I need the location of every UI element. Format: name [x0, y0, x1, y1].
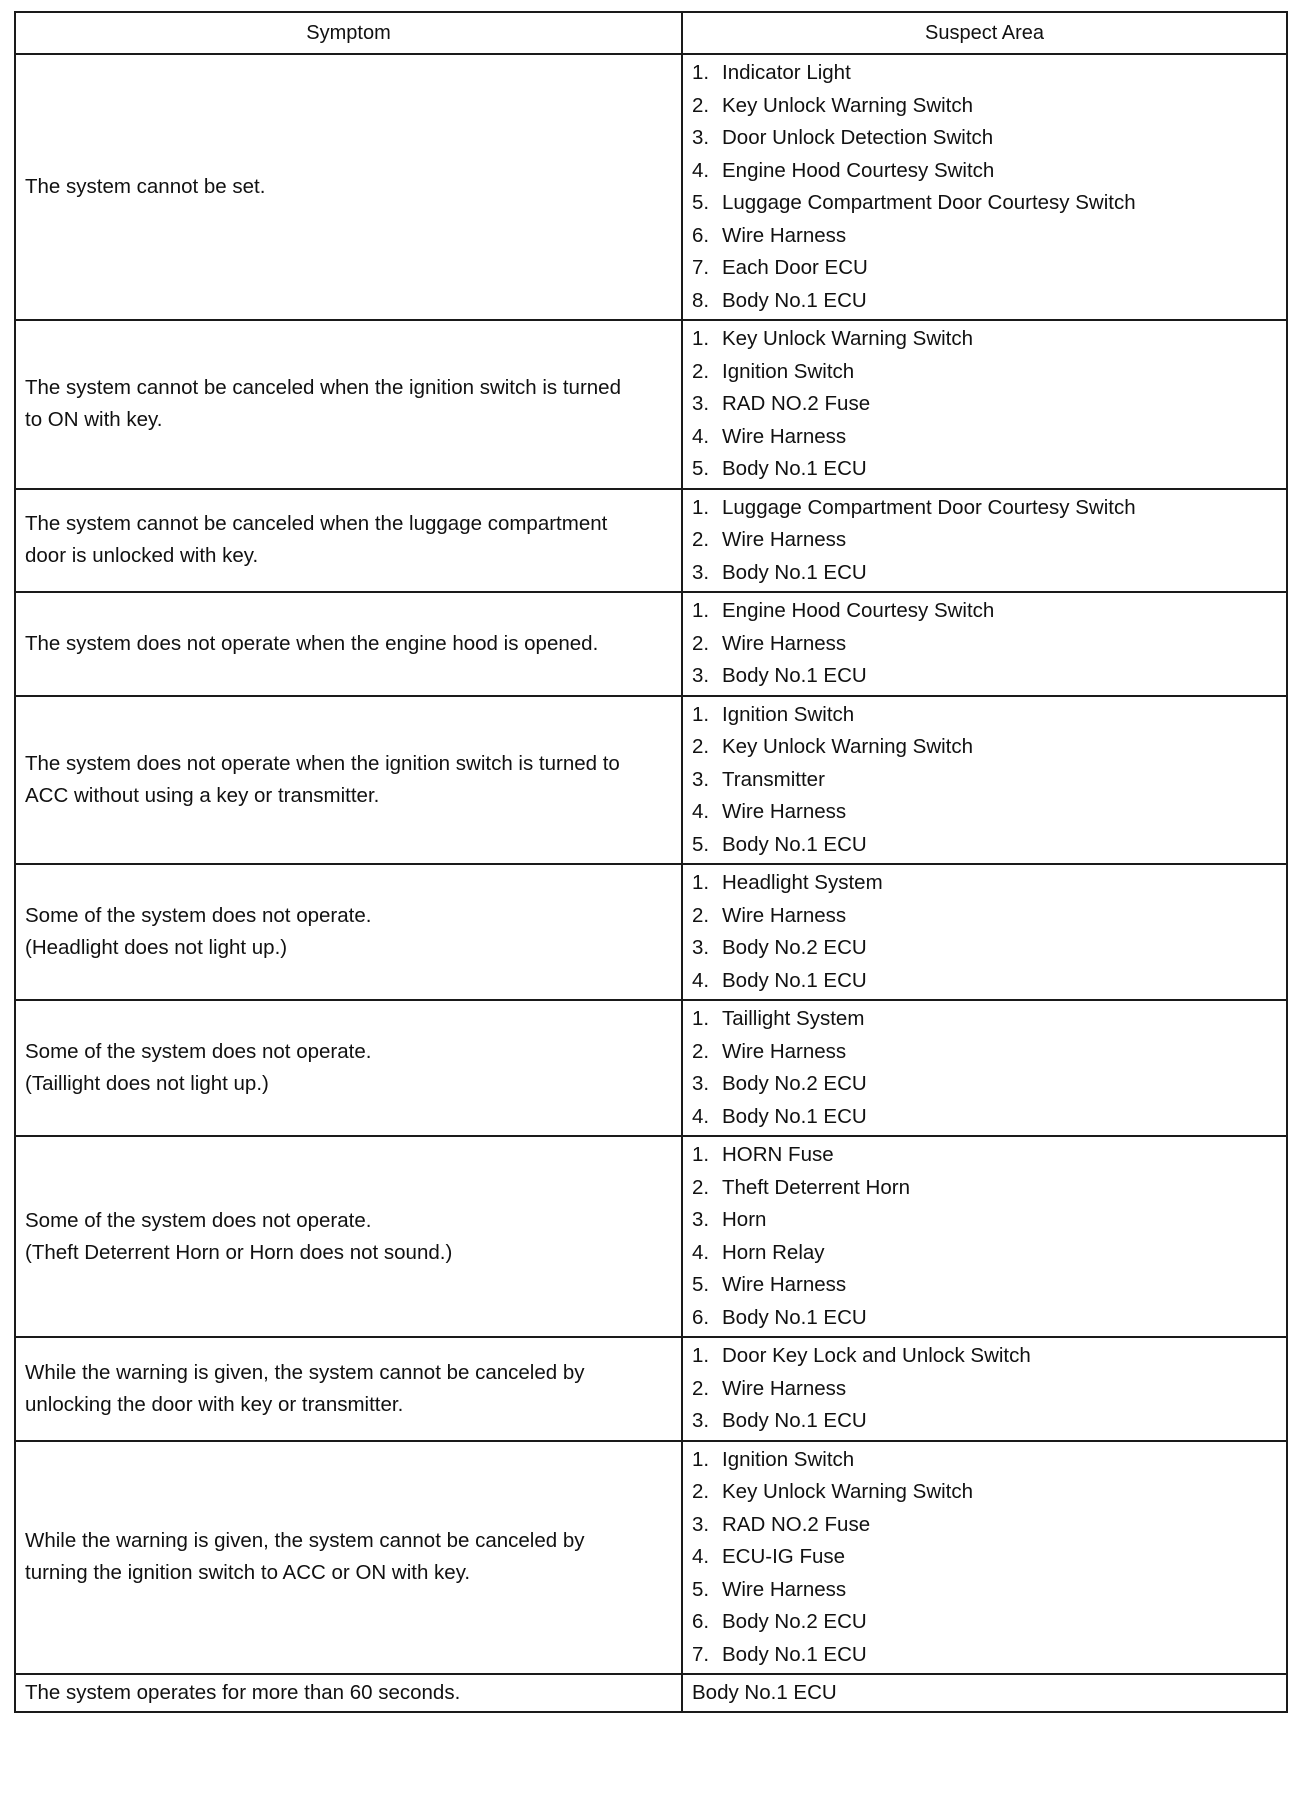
- suspect-area-item: [692, 285, 1278, 318]
- suspect-area-item: [692, 829, 1278, 862]
- suspect-area-item: [692, 1139, 1278, 1172]
- symptom-cell: [15, 1000, 682, 1136]
- item-number: 1.: [692, 495, 710, 519]
- suspect-area-cell: [682, 696, 1287, 865]
- item-number: 2.: [692, 1480, 710, 1503]
- symptom-text: (Theft Deterrent Horn or Horn does not sound.): [25, 1240, 453, 1264]
- item-label: Wire Harness: [722, 903, 847, 927]
- symptom-cell: [15, 54, 682, 320]
- item-number: 4.: [692, 158, 710, 182]
- suspect-area-cell: [682, 1441, 1287, 1675]
- item-number: 3.: [692, 392, 710, 415]
- suspect-area-item: [692, 187, 1278, 220]
- item-label: Key Unlock Warning Switch: [722, 93, 974, 117]
- suspect-area-list: [692, 595, 1278, 693]
- item-number: 2.: [692, 631, 710, 655]
- item-number: 5.: [692, 191, 710, 214]
- item-number: 2.: [692, 1039, 710, 1063]
- table-row: [15, 1337, 1287, 1441]
- symptom-cell: [15, 320, 682, 489]
- item-label: Body No.1 ECU: [722, 288, 867, 312]
- header-row: [15, 12, 1287, 54]
- item-label: Body No.2 ECU: [722, 1610, 867, 1633]
- symptom-text: The system cannot be canceled when the luggage compartment: [25, 512, 608, 536]
- item-label: Wire Harness: [722, 1273, 847, 1296]
- suspect-area-item: [692, 122, 1278, 155]
- suspect-area-cell: [682, 1337, 1287, 1441]
- item-label: Door Unlock Detection Switch: [722, 126, 994, 149]
- item-number: 5.: [692, 1273, 710, 1296]
- item-number: 3.: [692, 1208, 710, 1231]
- item-label: Taillight System: [722, 1007, 865, 1030]
- suspect-area-item: [692, 932, 1278, 965]
- suspect-area-item: [692, 1405, 1278, 1438]
- symptom-cell: [15, 696, 682, 865]
- suspect-area-list: [692, 1003, 1278, 1133]
- item-number: 1.: [692, 1447, 710, 1471]
- item-label: Wire Harness: [722, 424, 847, 448]
- item-label: Key Unlock Warning Switch: [722, 735, 974, 758]
- suspect-area-cell: [682, 864, 1287, 1000]
- symptom-text: The system cannot be canceled when the ignition switch is turned: [25, 376, 621, 400]
- suspect-area-item: [692, 1101, 1278, 1134]
- item-number: 2.: [692, 903, 710, 927]
- symptom-cell: [15, 1136, 682, 1337]
- table-row: [15, 864, 1287, 1000]
- item-number: 1.: [692, 1007, 710, 1030]
- suspect-area-item: [692, 1476, 1278, 1509]
- item-number: 8.: [692, 288, 710, 312]
- suspect-area-item: [692, 965, 1278, 998]
- item-label: Body No.1 ECU: [722, 560, 867, 584]
- item-label: Wire Harness: [722, 1376, 847, 1400]
- table-row: [15, 54, 1287, 320]
- item-label: Body No.1 ECU: [722, 1642, 867, 1666]
- suspect-area-item: [692, 1541, 1278, 1574]
- suspect-area-item: [692, 1302, 1278, 1335]
- table-row: [15, 592, 1287, 696]
- item-number: 3.: [692, 126, 710, 149]
- suspect-area-item: [692, 492, 1278, 525]
- suspect-area-cell: [682, 1674, 1287, 1712]
- item-number: 2.: [692, 528, 710, 551]
- suspect-area-cell: [682, 1136, 1287, 1337]
- item-label: HORN Fuse: [722, 1143, 834, 1166]
- suspect-area-item: [692, 1269, 1278, 1302]
- symptom-text: (Headlight does not light up.): [25, 936, 288, 959]
- item-label: Engine Hood Courtesy Switch: [722, 599, 995, 622]
- symptom-cell: [15, 1441, 682, 1675]
- suspect-area-item: [692, 252, 1278, 285]
- item-label: Ignition Switch: [722, 702, 855, 726]
- troubleshooting-table-container: [14, 11, 1286, 1713]
- item-label: Key Unlock Warning Switch: [722, 327, 974, 350]
- item-label: Each Door ECU: [722, 256, 868, 279]
- suspect-area-list: [692, 1340, 1278, 1438]
- suspect-area-item: [692, 1444, 1278, 1477]
- item-number: 4.: [692, 800, 710, 823]
- suspect-area-list: [692, 699, 1278, 862]
- suspect-area-item: [692, 1373, 1278, 1406]
- item-label: Body No.2 ECU: [722, 1072, 867, 1095]
- item-number: 1.: [692, 61, 710, 84]
- suspect-area-item: [692, 1036, 1278, 1069]
- suspect-area-item: [692, 699, 1278, 732]
- suspect-area-cell: [682, 489, 1287, 593]
- symptom-text: The system does not operate when the engine hood is opened.: [25, 631, 599, 655]
- symptom-text: door is unlocked with key.: [25, 544, 259, 568]
- suspect-area-item: [692, 1340, 1278, 1373]
- item-label: Horn Relay: [722, 1240, 825, 1264]
- suspect-area-item: [692, 764, 1278, 797]
- suspect-area-item: [692, 1574, 1278, 1607]
- item-label: Body No.2 ECU: [722, 936, 867, 959]
- suspect-area-item: [692, 524, 1278, 557]
- item-label: Wire Harness: [722, 1577, 847, 1601]
- item-label: Ignition Switch: [722, 359, 855, 383]
- item-number: 2.: [692, 1376, 710, 1400]
- item-number: 1.: [692, 1143, 710, 1166]
- suspect-area-item: [692, 90, 1278, 123]
- suspect-area-list: [692, 867, 1278, 997]
- item-number: 2.: [692, 735, 710, 758]
- item-number: 4.: [692, 1545, 710, 1568]
- item-label: Transmitter: [722, 767, 825, 791]
- item-label: Door Key Lock and Unlock Switch: [722, 1344, 1031, 1367]
- item-number: 3.: [692, 1512, 710, 1536]
- suspect-area-item: [692, 155, 1278, 188]
- item-number: 4.: [692, 1104, 710, 1128]
- table-row: [15, 1136, 1287, 1337]
- item-number: 1.: [692, 599, 710, 622]
- item-label: Luggage Compartment Door Courtesy Switch: [722, 191, 1136, 214]
- suspect-area-list: [692, 1139, 1278, 1334]
- suspect-area-text: Body No.1 ECU: [692, 1681, 837, 1704]
- item-number: 2.: [692, 93, 710, 117]
- item-label: Wire Harness: [722, 631, 847, 655]
- suspect-area-item: [692, 1204, 1278, 1237]
- item-number: 4.: [692, 424, 710, 448]
- item-label: Luggage Compartment Door Courtesy Switch: [722, 495, 1136, 519]
- symptom-text: The system operates for more than 60 seconds.: [25, 1681, 461, 1704]
- item-number: 6.: [692, 1305, 710, 1329]
- suspect-area-item: [692, 595, 1278, 628]
- item-number: 7.: [692, 1642, 710, 1666]
- symptom-text: Some of the system does not operate.: [25, 904, 372, 927]
- item-label: Body No.1 ECU: [722, 457, 867, 480]
- symptom-text: unlocking the door with key or transmitter.: [25, 1392, 404, 1416]
- table-row: [15, 1000, 1287, 1136]
- item-label: Headlight System: [722, 871, 883, 894]
- item-label: Body No.1 ECU: [722, 832, 867, 856]
- item-label: Body No.1 ECU: [722, 1305, 867, 1329]
- table-row: [15, 1441, 1287, 1675]
- table-row: [15, 696, 1287, 865]
- suspect-area-item: [692, 1237, 1278, 1270]
- suspect-area-item: [692, 1639, 1278, 1672]
- suspect-area-header: Suspect Area: [682, 12, 1287, 54]
- item-number: 5.: [692, 1577, 710, 1601]
- suspect-area-item: [692, 660, 1278, 693]
- item-number: 6.: [692, 1610, 710, 1633]
- item-number: 5.: [692, 832, 710, 856]
- item-number: 3.: [692, 560, 710, 584]
- suspect-area-item: [692, 421, 1278, 454]
- item-number: 3.: [692, 936, 710, 959]
- suspect-area-item: [692, 867, 1278, 900]
- suspect-area-item: [692, 57, 1278, 90]
- suspect-area-item: [692, 1003, 1278, 1036]
- symptom-cell: [15, 1674, 682, 1712]
- suspect-area-item: [692, 388, 1278, 421]
- suspect-area-item: [692, 731, 1278, 764]
- item-number: 6.: [692, 223, 710, 247]
- symptom-header: Symptom: [15, 12, 682, 54]
- item-number: 4.: [692, 968, 710, 992]
- item-label: Ignition Switch: [722, 1447, 855, 1471]
- suspect-area-list: [692, 1444, 1278, 1672]
- symptom-text: to ON with key.: [25, 408, 163, 432]
- item-label: Wire Harness: [722, 223, 847, 247]
- suspect-area-item: [692, 220, 1278, 253]
- suspect-area-cell: [682, 320, 1287, 489]
- table-row: [15, 489, 1287, 593]
- table-row: [15, 320, 1287, 489]
- item-number: 3.: [692, 1409, 710, 1432]
- item-label: Body No.1 ECU: [722, 1409, 867, 1432]
- item-label: Horn: [722, 1208, 767, 1231]
- item-number: 3.: [692, 767, 710, 791]
- item-label: Theft Deterrent Horn: [722, 1175, 910, 1199]
- symptom-text: The system cannot be set.: [25, 175, 266, 198]
- symptom-text: The system does not operate when the ignition switch is turned to: [25, 751, 620, 775]
- suspect-area-item: [692, 1509, 1278, 1542]
- suspect-area-item: [692, 900, 1278, 933]
- suspect-area-item: [692, 1068, 1278, 1101]
- item-number: 1.: [692, 327, 710, 350]
- item-label: Body No.1 ECU: [722, 1104, 867, 1128]
- symptom-cell: [15, 592, 682, 696]
- item-label: RAD NO.2 Fuse: [722, 1512, 871, 1536]
- suspect-area-list: [692, 492, 1278, 590]
- table-row: [15, 1674, 1287, 1712]
- symptom-cell: [15, 1337, 682, 1441]
- suspect-area-item: [692, 1606, 1278, 1639]
- item-label: Wire Harness: [722, 528, 847, 551]
- suspect-area-item: [692, 796, 1278, 829]
- item-label: Wire Harness: [722, 800, 847, 823]
- item-label: ECU-IG Fuse: [722, 1545, 846, 1568]
- item-label: Key Unlock Warning Switch: [722, 1480, 974, 1503]
- item-number: 1.: [692, 871, 710, 894]
- symptom-cell: [15, 864, 682, 1000]
- symptom-text: turning the ignition switch to ACC or ON with key.: [25, 1561, 471, 1585]
- suspect-area-cell: [682, 1000, 1287, 1136]
- suspect-area-item: [692, 557, 1278, 590]
- suspect-area-list: [692, 57, 1278, 317]
- item-label: RAD NO.2 Fuse: [722, 392, 871, 415]
- suspect-area-item: [692, 323, 1278, 356]
- symptom-text: ACC without using a key or transmitter.: [25, 783, 380, 807]
- suspect-area-cell: [682, 54, 1287, 320]
- item-label: Indicator Light: [722, 61, 851, 84]
- suspect-area-cell: [682, 592, 1287, 696]
- suspect-area-item: [692, 453, 1278, 486]
- item-number: 4.: [692, 1240, 710, 1264]
- symptom-text: Some of the system does not operate.: [25, 1040, 372, 1063]
- suspect-area-item: [692, 1172, 1278, 1205]
- item-number: 7.: [692, 256, 710, 279]
- item-number: 1.: [692, 1344, 710, 1367]
- item-label: Wire Harness: [722, 1039, 847, 1063]
- suspect-area-item: [692, 356, 1278, 389]
- symptom-text: While the warning is given, the system cannot be canceled by: [25, 1360, 585, 1384]
- troubleshooting-table: [14, 11, 1288, 1713]
- suspect-area-list: [692, 323, 1278, 486]
- symptom-cell: [15, 489, 682, 593]
- item-number: 3.: [692, 1072, 710, 1095]
- table-body: [15, 54, 1287, 1712]
- item-number: 5.: [692, 457, 710, 480]
- item-label: Body No.1 ECU: [722, 968, 867, 992]
- item-label: Engine Hood Courtesy Switch: [722, 158, 995, 182]
- item-number: 1.: [692, 702, 710, 726]
- suspect-area-item: [692, 628, 1278, 661]
- item-label: Body No.1 ECU: [722, 664, 867, 687]
- symptom-text: (Taillight does not light up.): [25, 1072, 269, 1095]
- symptom-text: While the warning is given, the system cannot be canceled by: [25, 1529, 585, 1553]
- item-number: 2.: [692, 1175, 710, 1199]
- symptom-text: Some of the system does not operate.: [25, 1208, 372, 1232]
- item-number: 3.: [692, 664, 710, 687]
- item-number: 2.: [692, 359, 710, 383]
